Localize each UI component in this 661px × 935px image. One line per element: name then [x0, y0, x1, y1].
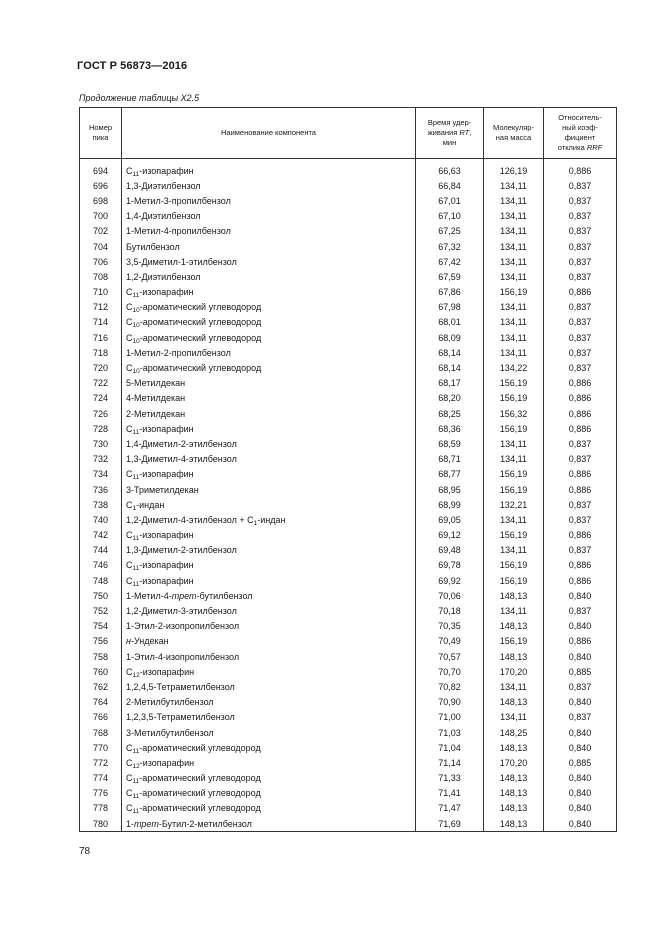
cell-component-name: 5-Метилдекан	[122, 376, 416, 391]
components-table	[79, 107, 617, 832]
cell-retention-time: 69,92	[416, 573, 484, 588]
cell-molecular-mass: 156,32	[484, 406, 544, 421]
cell-response-factor: 0,837	[544, 345, 617, 360]
cell-retention-time: 67,98	[416, 300, 484, 315]
cell-peak-number: 774	[80, 771, 122, 786]
table-row	[80, 786, 617, 801]
cell-molecular-mass: 134,11	[484, 452, 544, 467]
cell-response-factor: 0,886	[544, 573, 617, 588]
table-row	[80, 436, 617, 451]
cell-response-factor: 0,837	[544, 436, 617, 451]
cell-molecular-mass: 134,11	[484, 178, 544, 193]
cell-component-name: 1,4-Диэтилбензол	[122, 209, 416, 224]
cell-component-name: 3,5-Диметил-1-этилбензол	[122, 254, 416, 269]
table-row	[80, 467, 617, 482]
cell-retention-time: 68,71	[416, 452, 484, 467]
cell-peak-number: 772	[80, 755, 122, 770]
cell-retention-time: 70,18	[416, 603, 484, 618]
cell-retention-time: 68,77	[416, 467, 484, 482]
cell-molecular-mass: 156,19	[484, 482, 544, 497]
cell-peak-number: 770	[80, 740, 122, 755]
cell-peak-number: 714	[80, 315, 122, 330]
cell-retention-time: 71,03	[416, 725, 484, 740]
cell-peak-number: 768	[80, 725, 122, 740]
cell-molecular-mass: 134,11	[484, 254, 544, 269]
table-row	[80, 300, 617, 315]
cell-peak-number: 728	[80, 421, 122, 436]
cell-molecular-mass: 156,19	[484, 391, 544, 406]
cell-retention-time: 68,59	[416, 436, 484, 451]
cell-response-factor: 0,886	[544, 482, 617, 497]
cell-molecular-mass: 148,13	[484, 801, 544, 816]
cell-response-factor: 0,886	[544, 159, 617, 179]
cell-peak-number: 708	[80, 269, 122, 284]
cell-molecular-mass: 148,25	[484, 725, 544, 740]
cell-molecular-mass: 148,13	[484, 649, 544, 664]
cell-response-factor: 0,837	[544, 254, 617, 269]
cell-peak-number: 762	[80, 679, 122, 694]
cell-molecular-mass: 156,19	[484, 573, 544, 588]
cell-response-factor: 0,886	[544, 467, 617, 482]
cell-component-name: $C_{11}$-ароматический углеводород	[122, 740, 416, 755]
cell-retention-time: 70,49	[416, 634, 484, 649]
cell-retention-time: 68,01	[416, 315, 484, 330]
cell-response-factor: 0,840	[544, 816, 617, 832]
cell-peak-number: 706	[80, 254, 122, 269]
cell-peak-number: 744	[80, 543, 122, 558]
cell-molecular-mass: 134,11	[484, 710, 544, 725]
cell-retention-time: 70,70	[416, 664, 484, 679]
cell-peak-number: 766	[80, 710, 122, 725]
cell-response-factor: 0,837	[544, 315, 617, 330]
cell-retention-time: 70,06	[416, 588, 484, 603]
cell-peak-number: 710	[80, 285, 122, 300]
cell-response-factor: 0,840	[544, 801, 617, 816]
cell-response-factor: 0,840	[544, 588, 617, 603]
cell-retention-time: 71,04	[416, 740, 484, 755]
cell-retention-time: 67,86	[416, 285, 484, 300]
cell-response-factor: 0,886	[544, 285, 617, 300]
cell-peak-number: 750	[80, 588, 122, 603]
cell-peak-number: 720	[80, 360, 122, 375]
cell-component-name: 1,2,4,5-Тетраметилбензол	[122, 679, 416, 694]
cell-response-factor: 0,886	[544, 406, 617, 421]
cell-molecular-mass: 134,11	[484, 269, 544, 284]
table-row	[80, 816, 617, 832]
cell-component-name: $C_{10}$-ароматический углеводород	[122, 330, 416, 345]
cell-component-name: 1,2-Диметил-4-этилбензол + $C_1$-индан	[122, 512, 416, 527]
table-row	[80, 269, 617, 284]
cell-component-name: 3-Метилбутилбензол	[122, 725, 416, 740]
cell-retention-time: 68,20	[416, 391, 484, 406]
cell-peak-number: 736	[80, 482, 122, 497]
cell-peak-number: 704	[80, 239, 122, 254]
cell-retention-time: 67,01	[416, 193, 484, 208]
cell-response-factor: 0,837	[544, 209, 617, 224]
cell-molecular-mass: 134,22	[484, 360, 544, 375]
cell-component-name: Бутилбензол	[122, 239, 416, 254]
cell-response-factor: 0,837	[544, 330, 617, 345]
cell-response-factor: 0,886	[544, 528, 617, 543]
cell-response-factor: 0,837	[544, 603, 617, 618]
cell-peak-number: 734	[80, 467, 122, 482]
cell-retention-time: 71,69	[416, 816, 484, 832]
cell-component-name: $C_{11}$-изопарафин	[122, 159, 416, 179]
table-row	[80, 285, 617, 300]
cell-component-name: $C_1$-индан	[122, 497, 416, 512]
cell-molecular-mass: 148,13	[484, 771, 544, 786]
cell-molecular-mass: 156,19	[484, 376, 544, 391]
cell-retention-time: 66,63	[416, 159, 484, 179]
cell-molecular-mass: 156,19	[484, 528, 544, 543]
cell-retention-time: 71,00	[416, 710, 484, 725]
cell-peak-number: 764	[80, 695, 122, 710]
table-row	[80, 497, 617, 512]
cell-molecular-mass: 132,21	[484, 497, 544, 512]
table-row	[80, 664, 617, 679]
table-row	[80, 391, 617, 406]
cell-component-name: $C_{11}$-ароматический углеводород	[122, 786, 416, 801]
table-row	[80, 452, 617, 467]
cell-molecular-mass: 148,13	[484, 816, 544, 832]
cell-retention-time: 69,05	[416, 512, 484, 527]
table-row	[80, 360, 617, 375]
cell-component-name: 1-Метил-4-трет-бутилбензол	[122, 588, 416, 603]
cell-peak-number: 696	[80, 178, 122, 193]
cell-response-factor: 0,837	[544, 193, 617, 208]
table-row	[80, 178, 617, 193]
cell-molecular-mass: 134,11	[484, 543, 544, 558]
cell-retention-time: 68,99	[416, 497, 484, 512]
cell-peak-number: 756	[80, 634, 122, 649]
cell-component-name: 2-Метилбутилбензол	[122, 695, 416, 710]
cell-component-name: $C_{11}$-изопарафин	[122, 558, 416, 573]
table-row	[80, 482, 617, 497]
cell-response-factor: 0,837	[544, 360, 617, 375]
cell-component-name: $C_{12}$-изопарафин	[122, 755, 416, 770]
cell-retention-time: 70,82	[416, 679, 484, 694]
cell-component-name: $C_{11}$-изопарафин	[122, 528, 416, 543]
cell-peak-number: 748	[80, 573, 122, 588]
cell-retention-time: 71,14	[416, 755, 484, 770]
standard-title: ГОСТ Р 56873—2016	[77, 60, 188, 72]
table-row	[80, 512, 617, 527]
cell-retention-time: 67,42	[416, 254, 484, 269]
cell-retention-time: 67,10	[416, 209, 484, 224]
table-row	[80, 239, 617, 254]
cell-response-factor: 0,886	[544, 376, 617, 391]
cell-retention-time: 71,47	[416, 801, 484, 816]
cell-retention-time: 68,25	[416, 406, 484, 421]
cell-response-factor: 0,837	[544, 269, 617, 284]
table-row	[80, 528, 617, 543]
table-row	[80, 421, 617, 436]
cell-retention-time: 68,36	[416, 421, 484, 436]
header-component-name: Наименование компонента	[122, 108, 416, 159]
cell-response-factor: 0,885	[544, 755, 617, 770]
table-row	[80, 771, 617, 786]
cell-molecular-mass: 134,11	[484, 239, 544, 254]
cell-molecular-mass: 156,19	[484, 421, 544, 436]
cell-retention-time: 69,12	[416, 528, 484, 543]
table-row	[80, 740, 617, 755]
table-row	[80, 376, 617, 391]
header-peak-number: Номер пика	[80, 108, 122, 159]
cell-molecular-mass: 126,19	[484, 159, 544, 179]
cell-component-name: $C_{10}$-ароматический углеводород	[122, 315, 416, 330]
cell-molecular-mass: 134,11	[484, 345, 544, 360]
cell-retention-time: 67,32	[416, 239, 484, 254]
cell-component-name: $C_{12}$-изопарафин	[122, 664, 416, 679]
cell-component-name: 2-Метилдекан	[122, 406, 416, 421]
cell-peak-number: 732	[80, 452, 122, 467]
cell-peak-number: 730	[80, 436, 122, 451]
cell-peak-number: 698	[80, 193, 122, 208]
cell-peak-number: 740	[80, 512, 122, 527]
table-row	[80, 209, 617, 224]
table-row	[80, 679, 617, 694]
cell-peak-number: 754	[80, 619, 122, 634]
cell-response-factor: 0,886	[544, 558, 617, 573]
cell-molecular-mass: 148,13	[484, 695, 544, 710]
table-row	[80, 801, 617, 816]
cell-retention-time: 70,57	[416, 649, 484, 664]
cell-peak-number: 718	[80, 345, 122, 360]
cell-molecular-mass: 148,13	[484, 619, 544, 634]
cell-component-name: 1-Метил-4-пропилбензол	[122, 224, 416, 239]
table-row	[80, 695, 617, 710]
cell-peak-number: 760	[80, 664, 122, 679]
table-row	[80, 649, 617, 664]
cell-response-factor: 0,840	[544, 695, 617, 710]
cell-response-factor: 0,885	[544, 664, 617, 679]
cell-response-factor: 0,837	[544, 679, 617, 694]
cell-peak-number: 738	[80, 497, 122, 512]
cell-molecular-mass: 134,11	[484, 603, 544, 618]
table-row	[80, 224, 617, 239]
cell-response-factor: 0,840	[544, 649, 617, 664]
table-row	[80, 755, 617, 770]
cell-peak-number: 758	[80, 649, 122, 664]
cell-response-factor: 0,840	[544, 771, 617, 786]
cell-retention-time: 71,41	[416, 786, 484, 801]
cell-molecular-mass: 156,19	[484, 634, 544, 649]
cell-component-name: $C_{11}$-изопарафин	[122, 285, 416, 300]
cell-peak-number: 742	[80, 528, 122, 543]
cell-retention-time: 68,95	[416, 482, 484, 497]
cell-response-factor: 0,837	[544, 497, 617, 512]
cell-component-name: 1-Этил-4-изопропилбензол	[122, 649, 416, 664]
cell-molecular-mass: 134,11	[484, 315, 544, 330]
cell-peak-number: 776	[80, 786, 122, 801]
cell-peak-number: 752	[80, 603, 122, 618]
cell-molecular-mass: 156,19	[484, 285, 544, 300]
table-row	[80, 588, 617, 603]
cell-molecular-mass: 134,11	[484, 436, 544, 451]
cell-response-factor: 0,840	[544, 725, 617, 740]
cell-molecular-mass: 134,11	[484, 330, 544, 345]
cell-molecular-mass: 134,11	[484, 209, 544, 224]
cell-peak-number: 694	[80, 159, 122, 179]
cell-response-factor: 0,886	[544, 391, 617, 406]
table-header-row	[80, 108, 617, 159]
table-row	[80, 330, 617, 345]
cell-component-name: $C_{10}$-ароматический углеводород	[122, 360, 416, 375]
cell-component-name: 1,4-Диметил-2-этилбензол	[122, 436, 416, 451]
cell-retention-time: 68,14	[416, 360, 484, 375]
table-row	[80, 603, 617, 618]
cell-component-name: $C_{11}$-изопарафин	[122, 573, 416, 588]
cell-component-name: 1-трет-Бутил-2-метилбензол	[122, 816, 416, 832]
cell-peak-number: 700	[80, 209, 122, 224]
cell-molecular-mass: 170,20	[484, 755, 544, 770]
cell-molecular-mass: 148,13	[484, 786, 544, 801]
cell-response-factor: 0,837	[544, 710, 617, 725]
table-row	[80, 634, 617, 649]
header-molecular-mass: Молекуляр- ная масса	[484, 108, 544, 159]
cell-response-factor: 0,837	[544, 224, 617, 239]
table-row	[80, 573, 617, 588]
header-response-factor: Относитель- ный коэф- фициент отклика RRF	[544, 108, 617, 159]
table-row	[80, 558, 617, 573]
cell-component-name: 1,3-Диметил-4-этилбензол	[122, 452, 416, 467]
cell-peak-number: 724	[80, 391, 122, 406]
cell-peak-number: 746	[80, 558, 122, 573]
cell-component-name: $C_{11}$-ароматический углеводород	[122, 771, 416, 786]
header-retention-time: Время удер- живания RT, мин	[416, 108, 484, 159]
cell-component-name: 1,2-Диметил-3-этилбензол	[122, 603, 416, 618]
cell-component-name: $C_{11}$-изопарафин	[122, 467, 416, 482]
table-continuation-caption: Продолжение таблицы Х2.5	[79, 93, 200, 103]
table-row	[80, 193, 617, 208]
table-row	[80, 710, 617, 725]
cell-retention-time: 68,17	[416, 376, 484, 391]
cell-peak-number: 722	[80, 376, 122, 391]
cell-molecular-mass: 134,11	[484, 679, 544, 694]
cell-molecular-mass: 170,20	[484, 664, 544, 679]
cell-response-factor: 0,837	[544, 300, 617, 315]
cell-retention-time: 67,25	[416, 224, 484, 239]
cell-component-name: $C_{11}$-изопарафин	[122, 421, 416, 436]
cell-component-name: 1,2,3,5-Тетраметилбензол	[122, 710, 416, 725]
cell-retention-time: 67,59	[416, 269, 484, 284]
cell-peak-number: 712	[80, 300, 122, 315]
cell-retention-time: 71,33	[416, 771, 484, 786]
table-row	[80, 406, 617, 421]
cell-response-factor: 0,837	[544, 512, 617, 527]
cell-component-name: $C_{11}$-ароматический углеводород	[122, 801, 416, 816]
table-row	[80, 315, 617, 330]
cell-molecular-mass: 134,11	[484, 300, 544, 315]
cell-peak-number: 778	[80, 801, 122, 816]
cell-retention-time: 70,90	[416, 695, 484, 710]
cell-component-name: н-Ундекан	[122, 634, 416, 649]
cell-component-name: 1-Этил-2-изопропилбензол	[122, 619, 416, 634]
table-row	[80, 619, 617, 634]
cell-peak-number: 716	[80, 330, 122, 345]
cell-retention-time: 68,14	[416, 345, 484, 360]
cell-component-name: 1-Метил-2-пропилбензол	[122, 345, 416, 360]
table-row	[80, 345, 617, 360]
cell-component-name: 1,2-Диэтилбензол	[122, 269, 416, 284]
cell-component-name: 1-Метил-3-пропилбензол	[122, 193, 416, 208]
cell-retention-time: 69,48	[416, 543, 484, 558]
table-row	[80, 543, 617, 558]
cell-response-factor: 0,837	[544, 239, 617, 254]
cell-peak-number: 780	[80, 816, 122, 832]
cell-retention-time: 66,84	[416, 178, 484, 193]
cell-response-factor: 0,840	[544, 619, 617, 634]
cell-response-factor: 0,840	[544, 740, 617, 755]
cell-response-factor: 0,837	[544, 543, 617, 558]
table-row	[80, 254, 617, 269]
cell-molecular-mass: 134,11	[484, 512, 544, 527]
cell-component-name: 1,3-Диэтилбензол	[122, 178, 416, 193]
cell-molecular-mass: 134,11	[484, 193, 544, 208]
page-number: 78	[79, 846, 91, 857]
cell-component-name: $C_{10}$-ароматический углеводород	[122, 300, 416, 315]
table-row	[80, 725, 617, 740]
cell-component-name: 1,3-Диметил-2-этилбензол	[122, 543, 416, 558]
cell-molecular-mass: 148,13	[484, 588, 544, 603]
cell-component-name: 3-Триметилдекан	[122, 482, 416, 497]
cell-retention-time: 68,09	[416, 330, 484, 345]
cell-peak-number: 702	[80, 224, 122, 239]
cell-retention-time: 70,35	[416, 619, 484, 634]
cell-peak-number: 726	[80, 406, 122, 421]
cell-molecular-mass: 156,19	[484, 467, 544, 482]
cell-molecular-mass: 148,13	[484, 740, 544, 755]
table-row	[80, 159, 617, 179]
cell-response-factor: 0,837	[544, 452, 617, 467]
cell-molecular-mass: 134,11	[484, 224, 544, 239]
cell-component-name: 4-Метилдекан	[122, 391, 416, 406]
cell-retention-time: 69,78	[416, 558, 484, 573]
cell-molecular-mass: 156,19	[484, 558, 544, 573]
cell-response-factor: 0,837	[544, 178, 617, 193]
cell-response-factor: 0,886	[544, 634, 617, 649]
cell-response-factor: 0,886	[544, 421, 617, 436]
cell-response-factor: 0,840	[544, 786, 617, 801]
